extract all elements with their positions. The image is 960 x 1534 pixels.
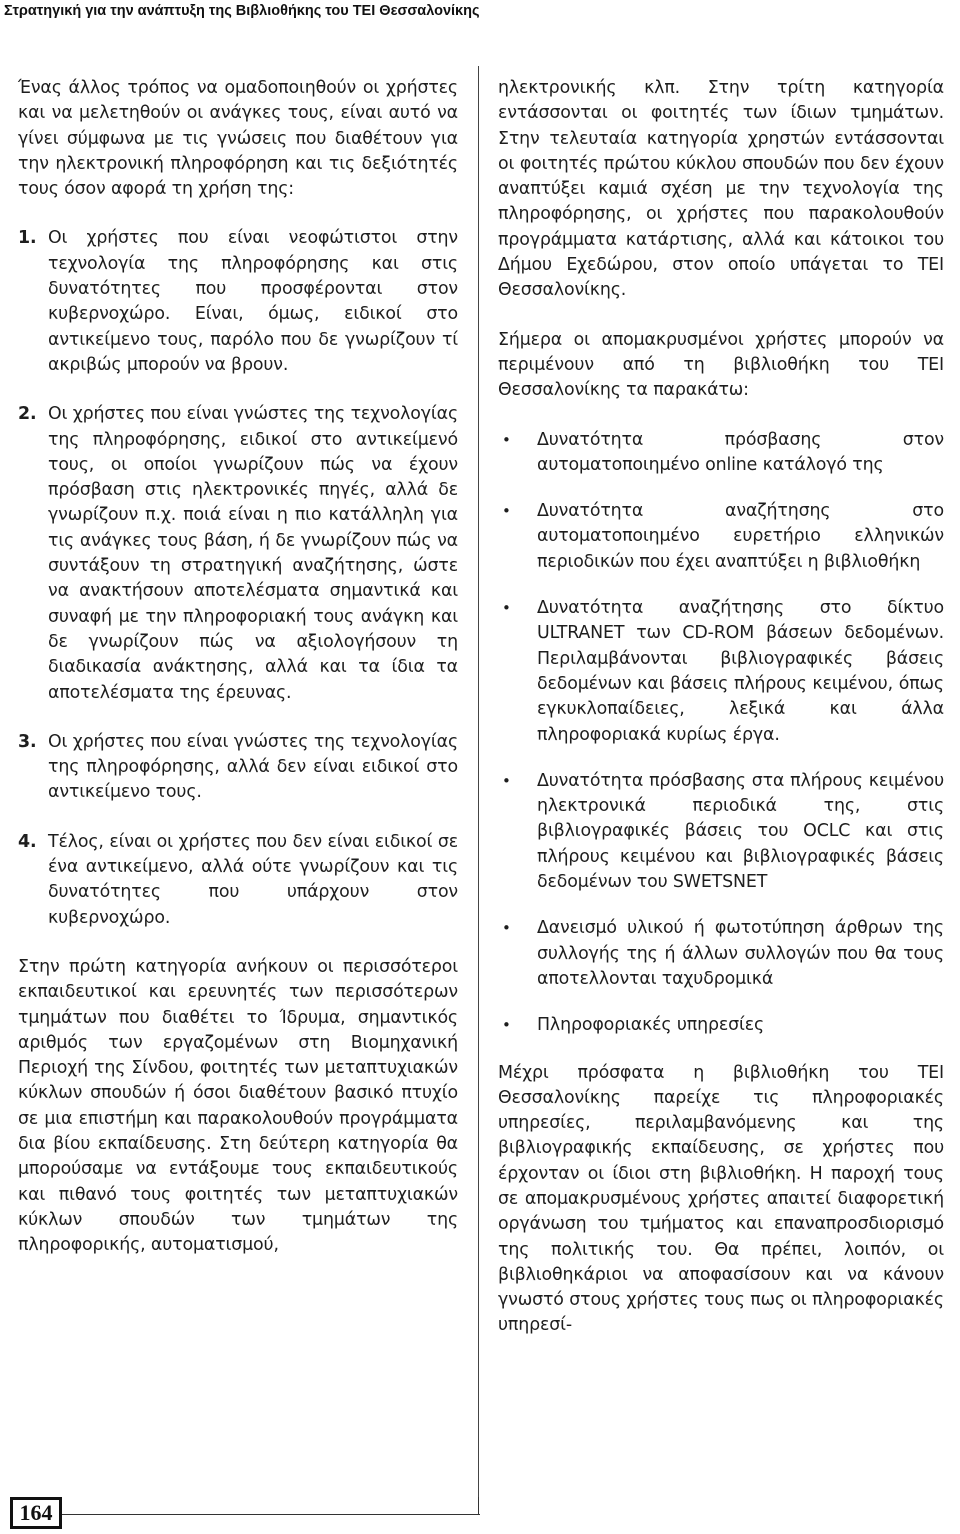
item-text: Τέλος, είναι οι χρήστες που δεν είναι ειδικοί σε ένα αντικείμενο, αλλά ούτε γνωρίζουν και τις δυνατότητες που υπάρχουν στον κυβερνοχώρο. bbox=[48, 831, 458, 928]
item-number: 2. bbox=[18, 404, 37, 425]
bullet-item bbox=[498, 1013, 944, 1038]
column-divider bbox=[478, 66, 479, 1512]
running-header: Στρατηγική για την ανάπτυξη της Βιβλιοθήκης του ΤΕΙ Θεσσαλονίκης bbox=[4, 3, 480, 19]
closing-paragraph: Στην πρώτη κατηγορία ανήκουν οι περισσότεροι εκπαιδευτικοί και ερευνητές των περισσότερων τμημάτων που διαθέτει το Ίδρυμα, σημαντικός αριθμός των εργαζομένων στη Βιομηχανική Περιοχή της Σίνδου, φοιτητές των μεταπτυχιακών κύκλων σπουδών ή όσοι διαθέτουν βασικό πτυχίο σε μια επιστήμη και παρακολουθούν προγράμματα δια βίου εκπαίδευσης. Στη δεύτερη κατηγορία θα μπορούσαμε να εντάξουμε τους εκπαιδευτικούς και πιθανό τους φοιτητές των μεταπτυχιακών κύκλων σπουδών των τμημάτων της πληροφορικής, αυτοματισμού, bbox=[18, 956, 458, 1256]
bullet-text: Δυνατότητα πρόσβασης στα πλήρους κειμένου ηλεκτρονικά περιοδικά της, στις βιβλιογραφικές βάσεις του OCLC και στις πλήρους κειμένου και βιβλιογραφικές βάσεις δεδομένων του SWETSNET bbox=[537, 770, 944, 893]
bullet-text: Δυνατότητα αναζήτησης στο αυτοματοποιημένο ευρετήριο ελληνικών περιοδικών που έχει αναπτύξει η βιβλιοθήκη bbox=[537, 501, 944, 572]
bullet-item bbox=[498, 916, 944, 992]
bullet-item bbox=[498, 499, 944, 575]
bullet-text: Δυνατότητα αναζήτησης στο δίκτυο ULTRANET των CD-ROM βάσεων δεδομένων. Περιλαμβάνονται βιβλιογραφικές βάσεις δεδομένων και βάσεις πλήρους κειμένου, όπως εγκυκλοπαίδειες, λεξικά και άλλα πληροφοριακά κυρίως έργα. bbox=[537, 598, 944, 745]
bullet-icon: • bbox=[502, 430, 511, 449]
bullet-text: Δυνατότητα πρόσβασης στον αυτοματοποιημένο online κατάλογό της bbox=[537, 429, 944, 475]
numbered-item bbox=[18, 830, 458, 931]
bullet-item bbox=[498, 769, 944, 895]
right-column bbox=[498, 76, 944, 1363]
bullet-item bbox=[498, 596, 944, 748]
bullet-icon: • bbox=[502, 599, 511, 618]
item-number: 4. bbox=[18, 831, 37, 852]
left-column bbox=[18, 76, 458, 1282]
bullet-text: Πληροφοριακές υπηρεσίες bbox=[537, 1015, 765, 1036]
numbered-item bbox=[18, 402, 458, 706]
bullet-icon: • bbox=[502, 771, 511, 790]
footer-rule bbox=[62, 1514, 480, 1515]
item-text: Οι χρήστες που είναι γνώστες της τεχνολογίας της πληροφόρησης, αλλά δεν είναι ειδικοί στο αντικείμενο τους. bbox=[48, 731, 458, 803]
lead-in-paragraph: Σήμερα οι απομακρυσμένοι χρήστες μπορούν να περιμένουν από τη βιβλιοθήκη του ΤΕΙ Θεσσαλονίκης τα παρακάτω: bbox=[498, 329, 944, 401]
page-number: 164 bbox=[10, 1497, 62, 1529]
bullet-icon: • bbox=[502, 502, 511, 521]
closing-paragraph: Μέχρι πρόσφατα η βιβλιοθήκη του ΤΕΙ Θεσσαλονίκης παρείχε τις πληροφοριακές υπηρεσίες, περιλαμβανόμενης και της βιβλιογραφικής εκπαίδευσης, σε χρήστες που έρχονταν οι ίδιοι στη βιβλιοθήκη. Η παροχή τους σε απομακρυσμένους χρήστες απαιτεί διαφορετική οργάνωση του τμήματος και επαναπροσδιορισμό της πολιτικής του. Θα πρέπει, λοιπόν, οι βιβλιοθηκάριοι να αποφασίσουν και να κάνουν γνωστό στους χρήστες τους πως οι πληροφοριακές υπηρεσί- bbox=[498, 1062, 944, 1336]
item-text: Οι χρήστες που είναι νεοφώτιστοι στην τεχνολογία της πληροφόρησης και στις δυνατότητες που προσφέρονται στον κυβερνοχώρο. Είναι, όμως, ειδικοί στο αντικείμενο τους, παρόλο που δε γνωρίζουν τί ακριβώς μπορούν να βρουν. bbox=[48, 228, 458, 375]
numbered-item bbox=[18, 730, 458, 806]
item-number: 1. bbox=[18, 228, 37, 249]
item-text: Οι χρήστες που είναι γνώστες της τεχνολογίας της πληροφόρησης, ειδικοί στο αντικείμενό τους, οι οποίοι γνωρίζουν πώς να έχουν πρόσβαση στις ηλεκτρονικές πηγές, αλλά δε γνωρίζουν π.χ. ποιά είναι η πιο κατάλληλη για τις ανάγκες τους βάση, ή δε γνωρίζουν πώς να συντάξουν τη στρατηγική αναζήτησης, ώστε να ανακτήσουν αποτελέσματα σημαντικά και συναφή με την πληροφοριακή τους ανάγκη και δε γνωρίζουν πώς να αξιολογήσουν τη διαδικασία ανάκτησης, αλλά και τα ίδια τα αποτελέσματα της έρευνας. bbox=[48, 404, 458, 703]
item-number: 3. bbox=[18, 731, 37, 752]
bullet-icon: • bbox=[502, 919, 511, 938]
bullet-item bbox=[498, 428, 944, 479]
footer-rule-end bbox=[478, 1497, 479, 1515]
continuation-paragraph: ηλεκτρονικής κλπ. Στην τρίτη κατηγορία εντάσσονται οι φοιτητές των ίδιων τμημάτων. Στην τελευταία κατηγορία χρηστών εντάσσονται οι φοιτητές πρώτου κύκλου σπουδών που δεν έχουν αναπτύξει καμιά σχέση με την τεχνολογία της πληροφόρησης, οι χρήστες που παρακολουθούν προγράμματα κατάρτισης, αλλά και κάτοικοι του Δήμου Εχεδώρου, στον οποίο υπάγεται το ΤΕΙ Θεσσαλονίκης. bbox=[498, 78, 944, 301]
bullet-text: Δανεισμό υλικού ή φωτοτύπηση άρθρων της συλλογής της ή άλλων συλλογών που θα τους αποτελλονται ταχυδρομικά bbox=[537, 918, 944, 989]
bullet-list bbox=[498, 428, 944, 1039]
intro-paragraph: Ένας άλλος τρόπος να ομαδοποιηθούν οι χρήστες και να μελετηθούν οι ανάγκες τους, είναι αυτό να γίνει σύμφωνα με τις γνώσεις που διαθέτουν για την ηλεκτρονική πληροφόρηση και τις δεξιότητές τους όσον αφορά τη χρήση της: bbox=[18, 78, 458, 200]
bullet-icon: • bbox=[502, 1016, 511, 1035]
numbered-item bbox=[18, 226, 458, 378]
